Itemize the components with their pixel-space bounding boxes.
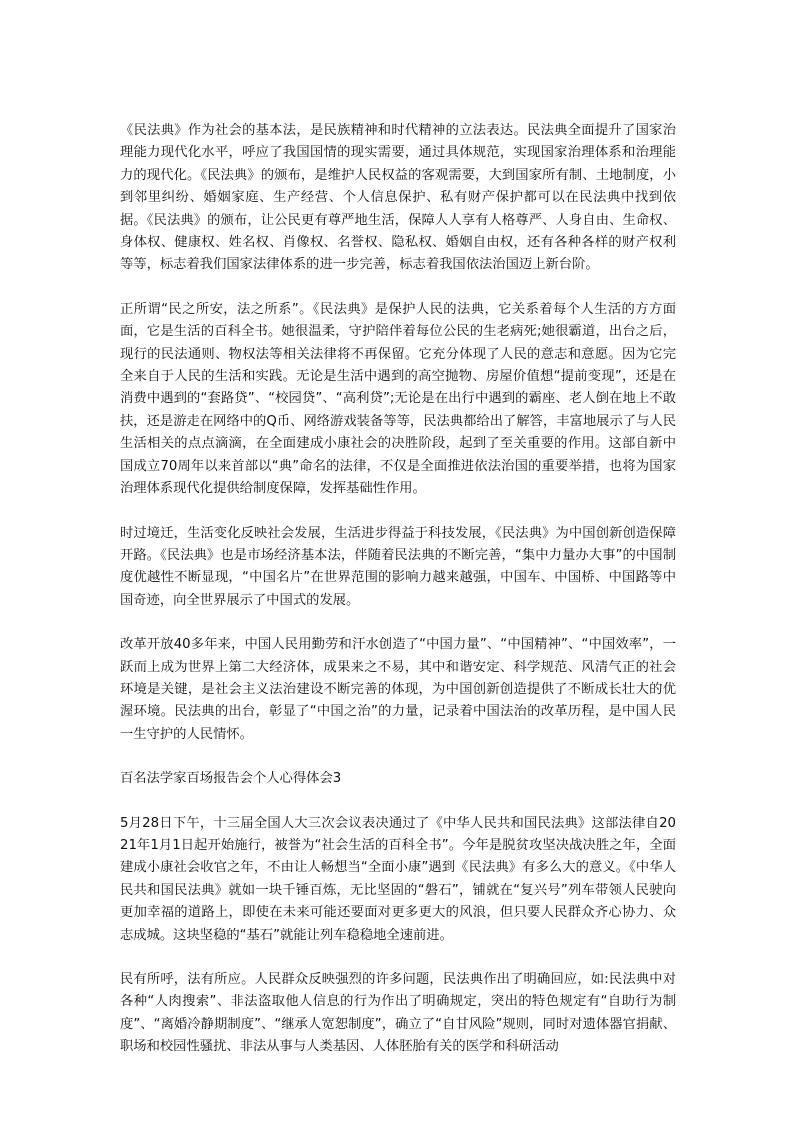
paragraph-civil-code-basic-law: 《民法典》作为社会的基本法，是民族精神和时代精神的立法表达。民法典全面提升了国家治理能力现代化水平，呼应了我国国情的现实需要，通过具体规范，实现国家治理体系和治理能力的现代化。《民法典》的颁布，是维护人民权益的客观需要，大到国家所有制、土地制度，小到邻里纠纷、婚姻家庭、生产经营、个人信息保护、私有财产保护都可以在民法典中找到依据。《民法典》的颁布，让公民更有尊严地生活，保障人人享有人格尊严、人身自由、生命权、身体权、健康权、姓名权、肖像权、名誉权、隐私权、婚姻自由权，还有各种各样的财产权利等等，标志着我们国家法律体系的进一步完善，标志着我国依法治国迈上新台阶。: [120, 123, 676, 273]
paragraph-people-demands: 民有所呼，法有所应。人民群众反映强烈的许多问题，民法典作出了明确回应，如:民法典中对各种“人肉搜索”、非法盗取他人信息的行为作出了明确规定，突出的特色规定有“自助行为制度”、“离婚冷静期制度”、“继承人宽恕制度”，确立了“自甘风险”规则，同时对遗体器官捐献、职场和校园性骚扰、非法从事与人类基因、人体胚胎有关的医学和科研活动: [120, 972, 676, 1055]
section-heading: 百名法学家百场报告会个人心得体会3: [120, 771, 342, 787]
document-page: [120, 120, 676, 1081]
paragraph-may-28-session: 5月28日下午，十三届全国人大三次会议表决通过了《中华人民共和国民法典》这部法律自2021年1月1日起开始施行，被誉为“社会生活的百科全书”。今年是脱贫攻坚决战决胜之年，全面建成小康社会收官之年，不由让人畅想当“全面小康”遇到《民法典》有多么大的意义。《中华人民共和国民法典》就如一块千锤百炼，无比坚固的“磐石”，铺就在“复兴号”列车带领人民驶向更加幸福的道路上，即使在未来可能还要面对更多更大的风浪，但只要人民群众齐心协力、众志成城。这块坚稳的“基石”就能让列车稳稳地全速前进。: [120, 815, 676, 943]
paragraph-reform-opening: 改革开放40多年来，中国人民用勤劳和汗水创造了“中国力量”、“中国精神”、“中国效率”，一跃而上成为世界上第二大经济体，成果来之不易，其中和谐安定、科学规范、风清气正的社会环境是关键，是社会主义法治建设不断完善的体现，为中国创新创造提供了不断成长壮大的优渥环境。民法典的出台，彰显了“中国之治”的力量，记录着中国法治的改革历程，是中国人民一生守护的人民情怀。: [120, 637, 676, 742]
paragraph-people-security: 正所谓“民之所安，法之所系”。《民法典》是保护人民的法典，它关系着每个人生活的方方面面，它是生活的百科全书。她很温柔，守护陪伴着每位公民的生老病死;她很霸道，出台之后，现行的民法通则、物权法等相关法律将不再保留。它充分体现了人民的意志和意愿。因为它完全来自于人民的生活和实践。无论是生活中遇到的高空抛物、房屋价值想“提前变现”，还是在消费中遇到的“套路贷”、“校园贷”、“高利贷”;无论是在出行中遇到的霸座、老人倒在地上不敢扶，还是游走在网络中的Q币、网络游戏装备等等，民法典都给出了解答，丰富地展示了与人民生活相关的点点滴滴，在全面建成小康社会的决胜阶段，起到了至关重要的作用。这部自新中国成立70周年以来首部以“典”命名的法律，不仅是全面推进依法治国的重要举措，也将为国家治理体系现代化提供给制度保障，发挥基础性作用。: [120, 301, 676, 497]
paragraph-social-development: 时过境迁，生活变化反映社会发展，生活进步得益于科技发展，《民法典》为中国创新创造保障开路。《民法典》也是市场经济基本法，伴随着民法典的不断完善，“集中力量办大事”的中国制度优越性不断显现，“中国名片”在世界范围的影响力越来越强，中国车、中国桥、中国路等中国奇迹，向全世界展示了中国式的发展。: [120, 525, 676, 608]
